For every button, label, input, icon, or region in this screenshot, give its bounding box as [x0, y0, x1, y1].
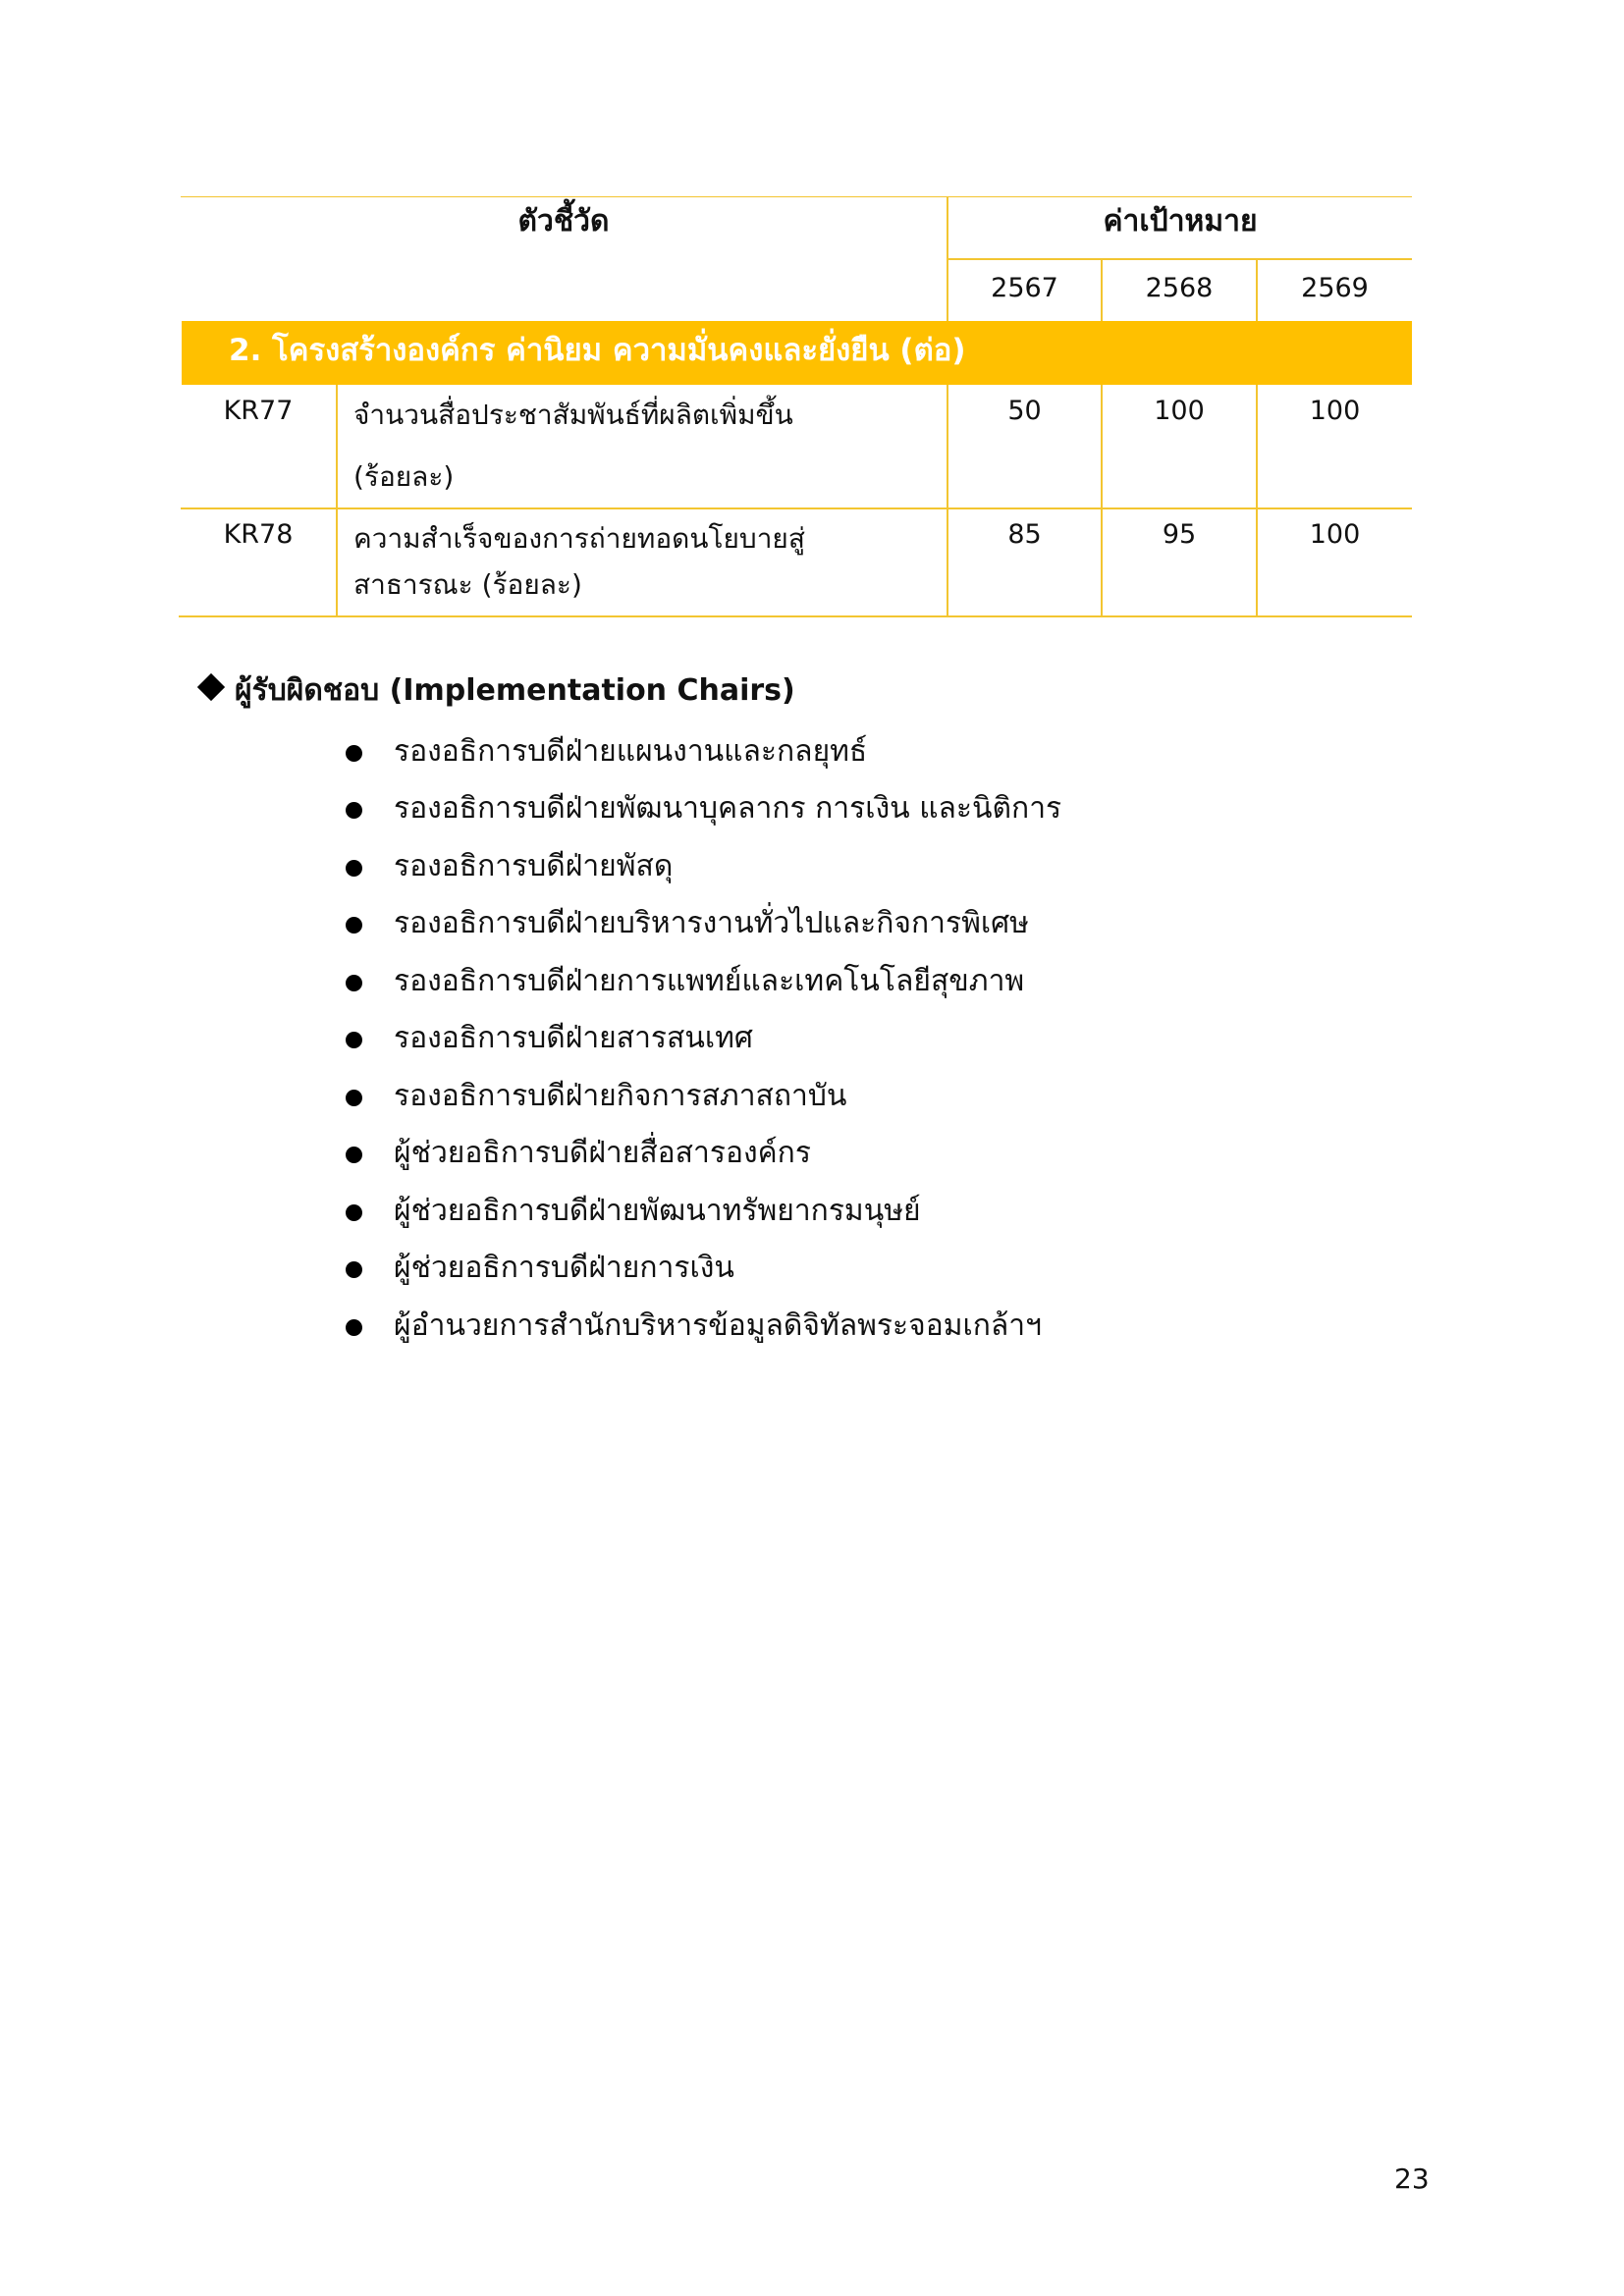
list-item [346, 1182, 1061, 1240]
list-item-text: ผู้ช่วยอธิการบดีฝ่ายการเงิน [394, 1251, 734, 1286]
table-bottom-border [179, 615, 1412, 617]
list-item-text: รองอธิการบดีฝ่ายพัสดุ [394, 848, 674, 883]
code-column-divider [336, 385, 338, 616]
bullet-icon [346, 1261, 362, 1278]
list-item [346, 722, 1061, 780]
chairs-heading [201, 667, 795, 714]
row-code-kr77: KR77 [223, 396, 294, 426]
header-year-2569: 2569 [1301, 273, 1369, 303]
bullet-icon [346, 1090, 362, 1106]
row-value-kr78-2567: 85 [1007, 519, 1042, 550]
row-desc-kr78-line1: ความสำเร็จของการถ่ายทอดนโยบายสู่ [353, 522, 805, 555]
list-item [346, 1240, 1061, 1298]
bullet-icon [346, 745, 362, 762]
row-value-kr77-2567: 50 [1007, 396, 1042, 426]
diamond-bullet-icon [197, 673, 225, 701]
list-item-text: รองอธิการบดีฝ่ายพัฒนาบุคลากร การเงิน และนิติการ [394, 791, 1062, 827]
list-item-text: รองอธิการบดีฝ่ายบริหารงานทั่วไปและกิจการพิเศษ [394, 906, 1029, 941]
list-item [346, 1297, 1061, 1355]
list-item [346, 895, 1061, 953]
header-indicator: ตัวชี้วัด [517, 204, 610, 239]
row-value-kr78-2569: 100 [1309, 519, 1361, 550]
header-year-2567: 2567 [991, 273, 1058, 303]
list-item-text: รองอธิการบดีฝ่ายกิจการสภาสถาบัน [394, 1078, 847, 1113]
row-code-kr78: KR78 [223, 519, 294, 550]
section-title: 2. โครงสร้างองค์กร ค่านิยม ความมั่นคงและยั่งยืน (ต่อ) [229, 333, 966, 368]
page-number: 23 [1394, 2163, 1430, 2195]
header-year-2568: 2568 [1145, 273, 1214, 303]
list-item [346, 1067, 1061, 1125]
list-item [346, 1010, 1061, 1068]
list-item-text: ผู้ช่วยอธิการบดีฝ่ายพัฒนาทรัพยากรมนุษย์ [394, 1193, 921, 1228]
list-item-text: ผู้อำนวยการสำนักบริหารข้อมูลดิจิทัลพระจอมเกล้าฯ [394, 1308, 1042, 1343]
year-header-divider [947, 258, 1412, 260]
list-item [346, 1125, 1061, 1183]
row-desc-kr77-line1: จำนวนสื่อประชาสัมพันธ์ที่ผลิตเพิ่มขึ้น [353, 399, 793, 431]
bullet-icon [346, 975, 362, 991]
header-target: ค่าเป้าหมาย [1103, 204, 1258, 239]
list-item [346, 837, 1061, 895]
bullet-icon [346, 1032, 362, 1048]
bullet-icon [346, 802, 362, 819]
row-divider [181, 507, 1412, 509]
row-value-kr78-2568: 95 [1162, 519, 1197, 550]
list-item-text: ผู้ช่วยอธิการบดีฝ่ายสื่อสารองค์กร [394, 1136, 811, 1171]
bullet-icon [346, 1204, 362, 1221]
row-value-kr77-2568: 100 [1154, 396, 1205, 426]
row-value-kr77-2569: 100 [1309, 396, 1361, 426]
row-desc-kr77-line2: (ร้อยละ) [353, 460, 455, 493]
chairs-list [346, 722, 1061, 1355]
bullet-icon [346, 860, 362, 877]
list-item [346, 952, 1061, 1010]
list-item [346, 780, 1061, 838]
row-desc-kr78-line2: สาธารณะ (ร้อยละ) [353, 568, 582, 601]
bullet-icon [346, 1319, 362, 1336]
bullet-icon [346, 917, 362, 934]
table-top-border [181, 196, 1412, 197]
chairs-heading-text: ผู้รับผิดชอบ (Implementation Chairs) [235, 673, 795, 708]
list-item-text: รองอธิการบดีฝ่ายแผนงานและกลยุทธ์ [394, 733, 868, 769]
list-item-text: รองอธิการบดีฝ่ายสารสนเทศ [394, 1021, 753, 1056]
list-item-text: รองอธิการบดีฝ่ายการแพทย์และเทคโนโลยีสุขภาพ [394, 963, 1025, 998]
bullet-icon [346, 1147, 362, 1163]
section-band [182, 321, 1412, 385]
